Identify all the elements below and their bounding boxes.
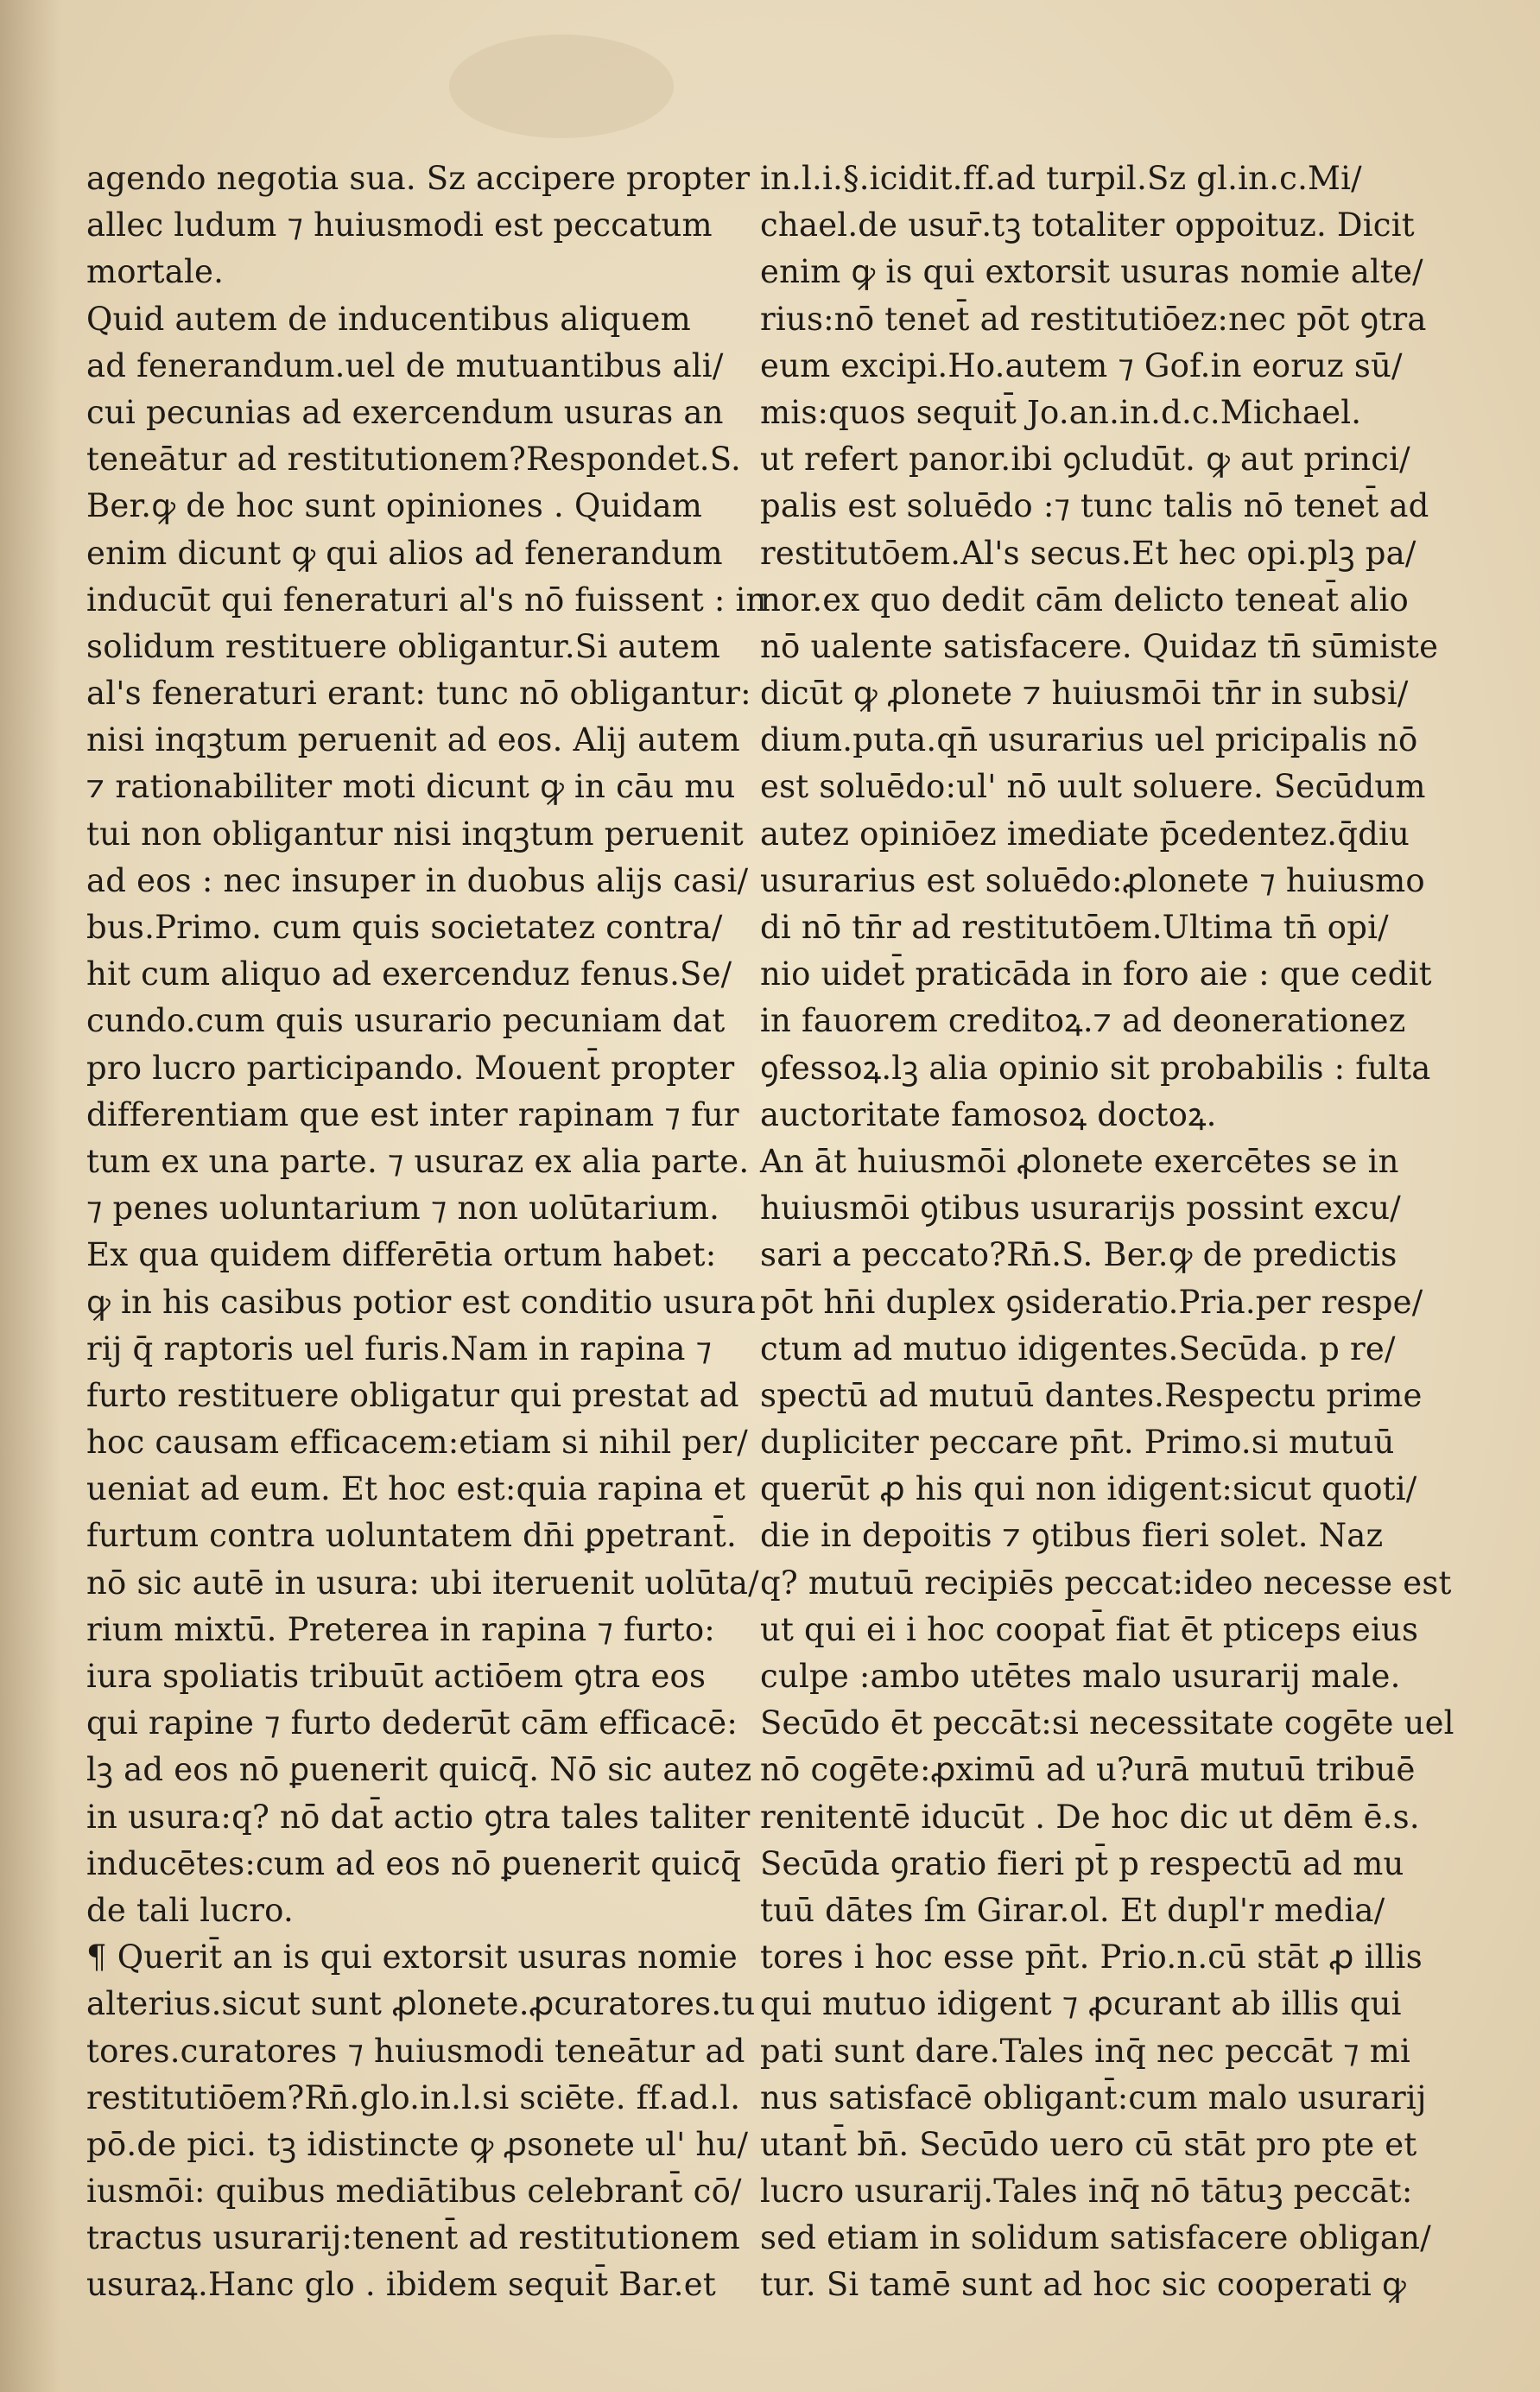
text-line: An āt huiusmōi ꝓlonete exercētes se in: [760, 1142, 1399, 1180]
text-line: tores.curatores ⁊ huiusmodi teneātur ad: [86, 2032, 745, 2070]
text-line: iura spoliatis tribuūt actiōem ꝯtra eos: [86, 1658, 707, 1695]
text-line: tui non obligantur nisi inqꝫtum peruenit: [86, 815, 744, 853]
paper-stain: [449, 35, 674, 138]
text-line: di nō tn̄r ad restitutōem.Ultima tn̄ opi/: [760, 909, 1389, 946]
text-line: auctoritate famosoꝝ doctoꝝ.: [760, 1095, 1217, 1133]
text-line: Secūda ꝯratio fieri pt̄ p respectū ad mu: [760, 1844, 1404, 1882]
text-line: enim ꝙ is qui extorsit usuras nomie alte/: [760, 253, 1423, 291]
text-line: tum ex una parte. ⁊ usuraz ex alia parte.: [86, 1142, 750, 1180]
text-line: teneātur ad restitutionem?Respondet.S.: [86, 441, 741, 479]
text-line: sari a peccato?Rn̄.S. Ber.ꝙ de predictis: [760, 1236, 1397, 1274]
text-line: iusmōi: quibus mediātibus celebrant̄ cō/: [86, 2173, 742, 2211]
text-line: pati sunt dare.Tales inq̄ nec peccāt ⁊ mi: [760, 2032, 1411, 2070]
text-line: rius:nō tenet̄ ad restitutiōez:nec pōt ꝯtra: [760, 300, 1427, 338]
text-line: pōt hn̄i duplex ꝯsideratio.Pria.per respe/: [760, 1283, 1423, 1321]
text-line: utant̄ bn̄. Secūdo uero cū stāt pro pte et: [760, 2125, 1417, 2163]
text-line: restitutōem.Al's secus.Et hec opi.plꝫ pa/: [760, 534, 1416, 572]
text-line: cundo.cum quis usurario pecuniam dat: [86, 1002, 726, 1040]
left-text-column: [86, 155, 767, 2309]
text-line: agendo negotia sua. Sz accipere propter: [86, 160, 751, 197]
text-line: die in depoitis ⁊ ꝯtibus fieri solet. Naz: [760, 1517, 1384, 1555]
text-line: differentiam que est inter rapinam ⁊ fur: [86, 1095, 739, 1133]
text-line: furtum contra uoluntatem dn̄i ꝑpetrant̄.: [86, 1517, 737, 1555]
text-line: mis:quos sequit̄ Jo.an.in.d.c.Michael.: [760, 393, 1362, 431]
text-line: hit cum aliquo ad exercenduz fenus.Se/: [86, 955, 732, 993]
text-line: ut qui ei i hoc coopat̄ fiat ēt pticeps eius: [760, 1610, 1419, 1648]
text-line: tractus usurarij:tenent̄ ad restitutionem: [86, 2219, 740, 2257]
text-line: al's feneraturi erant: tunc nō obligantur:: [86, 675, 751, 713]
text-line: mortale.: [86, 253, 225, 291]
text-line: nor.ex quo dedit cām delicto teneat̄ alio: [760, 581, 1409, 619]
text-line: Secūdo ēt peccāt:si necessitate cogēte uel: [760, 1704, 1454, 1742]
text-line: tur. Si tamē sunt ad hoc sic cooperati ꝙ: [760, 2266, 1406, 2304]
text-line: ueniat ad eum. Et hoc est:quia rapina et: [86, 1470, 746, 1508]
text-line: dium.puta.qn̄ usurarius uel pricipalis nō: [760, 721, 1418, 759]
text-line: qui rapine ⁊ furto dederūt cām efficacē:: [86, 1704, 738, 1742]
text-line: nō ualente satisfacere. Quidaz tn̄ sūmiste: [760, 627, 1439, 665]
text-line: usurarius est soluēdo:ꝓlonete ⁊ huiusmo: [760, 861, 1425, 899]
text-line: dupliciter peccare pn̄t. Primo.si mutuū: [760, 1424, 1395, 1462]
text-line: restitutiōem?Rn̄.glo.in.l.si sciēte. ff.ad.l.: [86, 2078, 741, 2116]
text-line: in.l.i.§.icidit.ff.ad turpil.Sz gl.in.c.Mi/: [760, 160, 1362, 197]
text-line: ⁊ penes uoluntarium ⁊ non uolūtarium.: [86, 1190, 720, 1228]
text-line: palis est soluēdo :⁊ tunc talis nō tenet̄ ad: [760, 487, 1429, 525]
text-line: solidum restituere obligantur.Si autem: [86, 627, 721, 665]
text-line: ad eos : nec insuper in duobus alijs casi/: [86, 861, 749, 899]
text-line: sed etiam in solidum satisfacere obligan/: [760, 2219, 1431, 2257]
text-line: eum excipi.Ho.autem ⁊ Gof.in eoruz sū/: [760, 346, 1403, 384]
text-line: inducētes:cum ad eos nō ꝑuenerit quicq̄: [86, 1844, 742, 1882]
text-line: renitentē iducūt . De hoc dic ut dēm ē.s.: [760, 1798, 1420, 1836]
text-line: nisi inqꝫtum peruenit ad eos. Alij autem: [86, 721, 740, 759]
text-line: lꝫ ad eos nō ꝑuenerit quicq̄. Nō sic autez: [86, 1751, 752, 1789]
text-line: in usura:q? nō dat̄ actio ꝯtra tales taliter: [86, 1798, 751, 1836]
text-line: q? mutuū recipiēs peccat:ideo necesse est: [760, 1564, 1452, 1602]
text-line: ⁊ rationabiliter moti dicunt ꝙ in cāu mu: [86, 768, 736, 806]
text-line: tores i hoc esse pn̄t. Prio.n.cū stāt ꝓ illis: [760, 1938, 1423, 1976]
text-line: hoc causam efficacem:etiam si nihil per/: [86, 1424, 748, 1462]
text-line: furto restituere obligatur qui prestat ad: [86, 1376, 739, 1414]
text-line: nio uidet̄ praticāda in foro aie : que cedit: [760, 955, 1432, 993]
text-line: ꝙ in his casibus potior est conditio usura: [86, 1283, 757, 1321]
text-line: cui pecunias ad exercendum usuras an: [86, 393, 724, 431]
text-line: spectū ad mutuū dantes.Respectu prime: [760, 1376, 1423, 1414]
text-line: querūt ꝓ his qui non idigent:sicut quoti/: [760, 1470, 1417, 1508]
text-line: nus satisfacē obligant̄:cum malo usurarij: [760, 2078, 1427, 2116]
text-line: de tali lucro.: [86, 1891, 294, 1929]
text-line: in fauorem creditoꝝ.⁊ ad deonerationez: [760, 1002, 1406, 1040]
text-line: chael.de usur̄.tꝫ totaliter oppoituz. Dicit: [760, 206, 1415, 244]
text-line: tuū dātes ſm Girar.ol. Et dupl'r media/: [760, 1891, 1385, 1929]
text-line: est soluēdo:ul' nō uult soluere. Secūdum: [760, 768, 1426, 806]
text-line: ctum ad mutuo idigentes.Secūda. p re/: [760, 1329, 1396, 1367]
text-line: rium mixtū. Preterea in rapina ⁊ furto:: [86, 1610, 715, 1648]
text-line: Quid autem de inducentibus aliquem: [86, 300, 691, 338]
text-line: bus.Primo. cum quis societatez contra/: [86, 909, 723, 946]
text-line: rij q̄ raptoris uel furis.Nam in rapina ⁊: [86, 1329, 713, 1367]
text-line: ¶ Querit̄ an is qui extorsit usuras nomie: [86, 1938, 738, 1976]
text-line: ꝯfessoꝝ.lꝫ alia opinio sit probabilis : fulta: [760, 1049, 1431, 1087]
right-text-column: [760, 155, 1454, 2309]
text-line: inducūt qui feneraturi al's nō fuissent : in: [86, 581, 767, 619]
text-line: nō sic autē in usura: ubi iteruenit uolūta/: [86, 1564, 759, 1602]
text-line: Ber.ꝙ de hoc sunt opiniones . Quidam: [86, 487, 702, 525]
text-line: qui mutuo idigent ⁊ ꝓcurant ab illis qui: [760, 1985, 1402, 2023]
text-line: culpe :ambo utētes malo usurarij male.: [760, 1658, 1401, 1695]
text-line: autez opiniōez imediate p̄cedentez.q̄diu: [760, 815, 1410, 853]
text-line: pro lucro participando. Mouent̄ propter: [86, 1049, 735, 1087]
binding-shadow: [0, 0, 60, 2392]
text-line: enim dicunt ꝙ qui alios ad fenerandum: [86, 534, 723, 572]
text-line: huiusmōi ꝯtibus usurarijs possint excu/: [760, 1190, 1401, 1228]
text-line: usuraꝝ.Hanc glo . ibidem sequit̄ Bar.et: [86, 2266, 716, 2304]
text-line: ad fenerandum.uel de mutuantibus ali/: [86, 346, 724, 384]
text-line: Ex qua quidem differētia ortum habet:: [86, 1236, 717, 1274]
text-line: lucro usurarij.Tales inq̄ nō tātuꝫ peccāt:: [760, 2173, 1413, 2211]
text-line: dicūt ꝙ ꝓlonete ⁊ huiusmōi tn̄r in subsi/: [760, 675, 1409, 713]
text-line: nō cogēte:ꝓximū ad u?urā mutuū tribuē: [760, 1751, 1416, 1789]
text-line: allec ludum ⁊ huiusmodi est peccatum: [86, 206, 713, 244]
text-line: pō.de pici. tꝫ idistincte ꝙ ꝓsonete ul' hu/: [86, 2125, 749, 2163]
text-line: ut refert panor.ibi ꝯcludūt. ꝙ aut princi/: [760, 441, 1410, 479]
text-line: alterius.sicut sunt ꝓlonete.ꝓcuratores.tu: [86, 1985, 756, 2023]
